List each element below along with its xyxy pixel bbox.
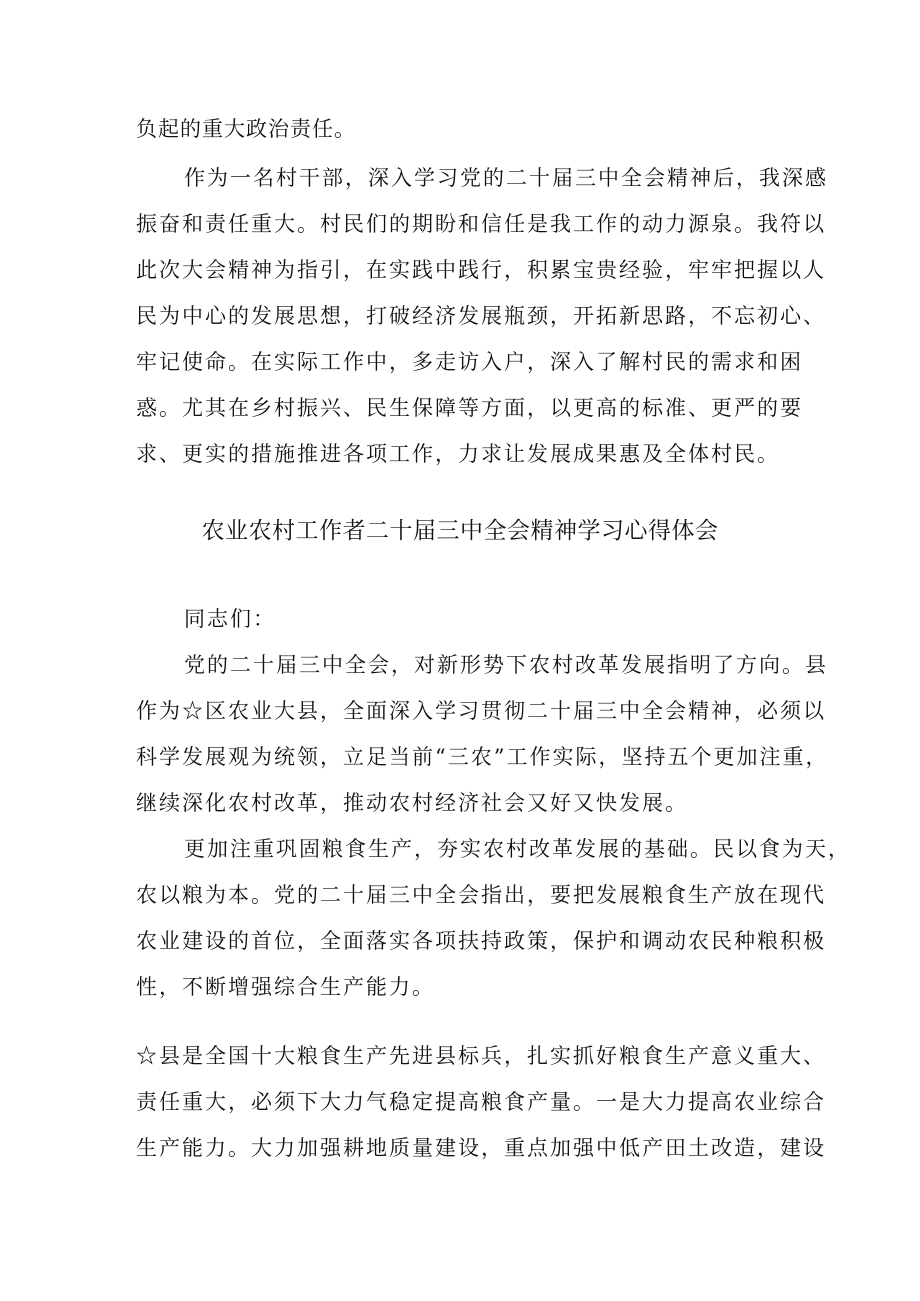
document-title: 农业农村工作者二十届三中全会精神学习心得体会 bbox=[201, 518, 719, 544]
paragraph-line: 振奋和责任重大。村民们的期盼和信任是我工作的动力源泉。我符以 bbox=[136, 212, 826, 236]
paragraph-line: 农以粮为本。党的二十届三中全会指出，要把发展粮食生产放在现代 bbox=[136, 883, 826, 907]
paragraph-line: ☆县是全国十大粮食生产先进县标兵，扎实抓好粮食生产意义重大、 bbox=[136, 1044, 826, 1068]
paragraph-line: 作为一名村干部，深入学习党的二十届三中全会精神后，我深感 bbox=[184, 166, 828, 190]
paragraph-line: 民为中心的发展思想，打破经济发展瓶颈，开拓新思路，不忘初心、 bbox=[136, 304, 826, 328]
paragraph-line: 牢记使命。在实际工作中，多走访入户，深入了解村民的需求和困 bbox=[136, 350, 803, 374]
paragraph-line: 责任重大，必须下大力气稳定提高粮食产量。一是大力提高农业综合 bbox=[136, 1090, 826, 1114]
paragraph-line: 党的二十届三中全会，对新形势下农村改革发展指明了方向。县 bbox=[184, 653, 828, 677]
paragraph-line: 负起的重大政治责任。 bbox=[136, 117, 356, 141]
paragraph-line: 农业建设的首位，全面落实各项扶持政策，保护和调动农民种粮积极 bbox=[136, 929, 826, 953]
paragraph-line: 继续深化农村改革，推动农村经济社会又好又快发展。 bbox=[136, 791, 688, 815]
paragraph-line: 求、更实的措施推进各项工作，力求让发展成果惠及全体村民。 bbox=[136, 442, 780, 466]
paragraph-line: 更加注重巩固粮食生产，夯实农村改革发展的基础。民以食为天， bbox=[184, 837, 851, 861]
paragraph-line: 性，不断增强综合生产能力。 bbox=[136, 975, 435, 999]
paragraph-line: 科学发展观为统领，立足当前“三农”工作实际，坚持五个更加注重， bbox=[136, 745, 829, 769]
paragraph-line: 惑。尤其在乡村振兴、民生保障等方面，以更高的标准、更严的要 bbox=[136, 396, 803, 420]
paragraph-line: 此次大会精神为指引，在实践中践行，积累宝贵经验，牢牢把握以人 bbox=[136, 258, 826, 282]
salutation: 同志们： bbox=[184, 607, 276, 631]
paragraph-line: 生产能力。大力加强耕地质量建设，重点加强中低产田土改造，建设 bbox=[136, 1136, 826, 1160]
paragraph-line: 作为☆区农业大县，全面深入学习贯彻二十届三中全会精神，必须以 bbox=[136, 699, 826, 723]
